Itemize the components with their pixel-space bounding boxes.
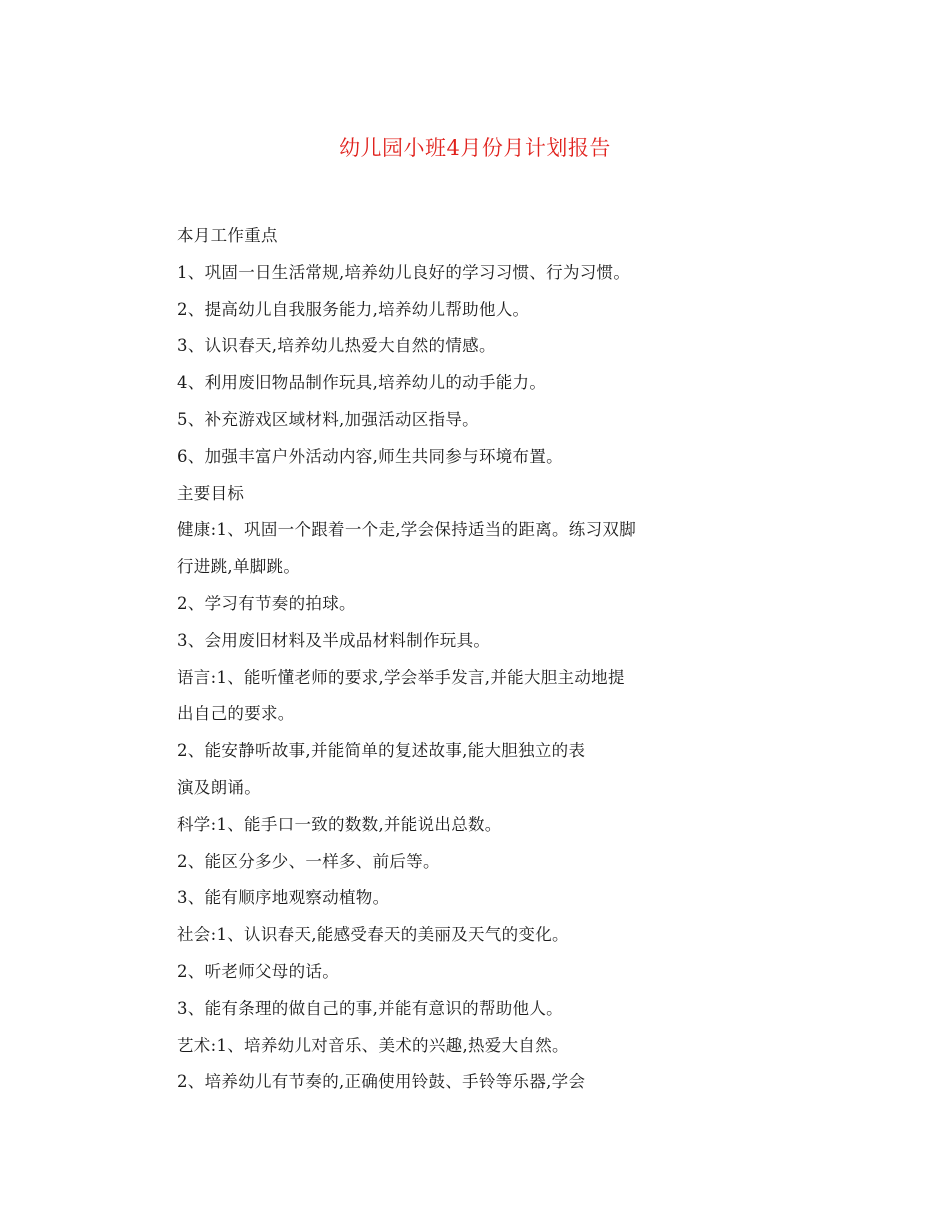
text-line: 健康:1、巩固一个跟着一个走,学会保持适当的距离。练习双脚 [177, 520, 637, 540]
text-line: 3、会用废旧材料及半成品材料制作玩具。 [177, 630, 491, 650]
text-line: 1、巩固一日生活常规,培养幼儿良好的学习习惯、行为习惯。 [177, 262, 631, 282]
text-line: 5、补充游戏区域材料,加强活动区指导。 [177, 409, 479, 429]
document-body [177, 218, 707, 1101]
text-line: 2、学习有节奏的拍球。 [177, 593, 356, 613]
text-line: 2、能区分多少、一样多、前后等。 [177, 851, 440, 871]
text-line: 社会:1、认识春天,能感受春天的美丽及天气的变化。 [177, 925, 569, 945]
text-line: 行进跳,单脚跳。 [177, 557, 301, 577]
text-line: 艺术:1、培养幼儿对音乐、美术的兴趣,热爱大自然。 [177, 1035, 569, 1055]
text-line: 2、培养幼儿有节奏的,正确使用铃鼓、手铃等乐器,学会 [177, 1072, 586, 1092]
text-line: 2、能安静听故事,并能简单的复述故事,能大胆独立的表 [177, 741, 586, 761]
text-line: 3、认识春天,培养幼儿热爱大自然的情感。 [177, 336, 496, 356]
text-line: 演及朗诵。 [177, 777, 261, 797]
text-line: 出自己的要求。 [177, 704, 295, 724]
section-heading-work-focus: 本月工作重点 [177, 226, 278, 245]
section-heading-main-goals: 主要目标 [177, 483, 245, 503]
text-line: 2、听老师父母的话。 [177, 961, 339, 981]
text-line: 4、利用废旧物品制作玩具,培养幼儿的动手能力。 [177, 373, 547, 393]
text-line: 3、能有顺序地观察动植物。 [177, 888, 390, 908]
text-line: 2、提高幼儿自我服务能力,培养幼儿帮助他人。 [177, 299, 530, 319]
text-line: 语言:1、能听懂老师的要求,学会举手发言,并能大胆主动地提 [177, 667, 625, 687]
page-title: 幼儿园小班4月份月计划报告 [339, 136, 611, 160]
text-line: 3、能有条理的做自己的事,并能有意识的帮助他人。 [177, 998, 563, 1018]
text-line: 6、加强丰富户外活动内容,师生共同参与环境布置。 [177, 446, 563, 466]
text-line: 科学:1、能手口一致的数数,并能说出总数。 [177, 814, 502, 834]
